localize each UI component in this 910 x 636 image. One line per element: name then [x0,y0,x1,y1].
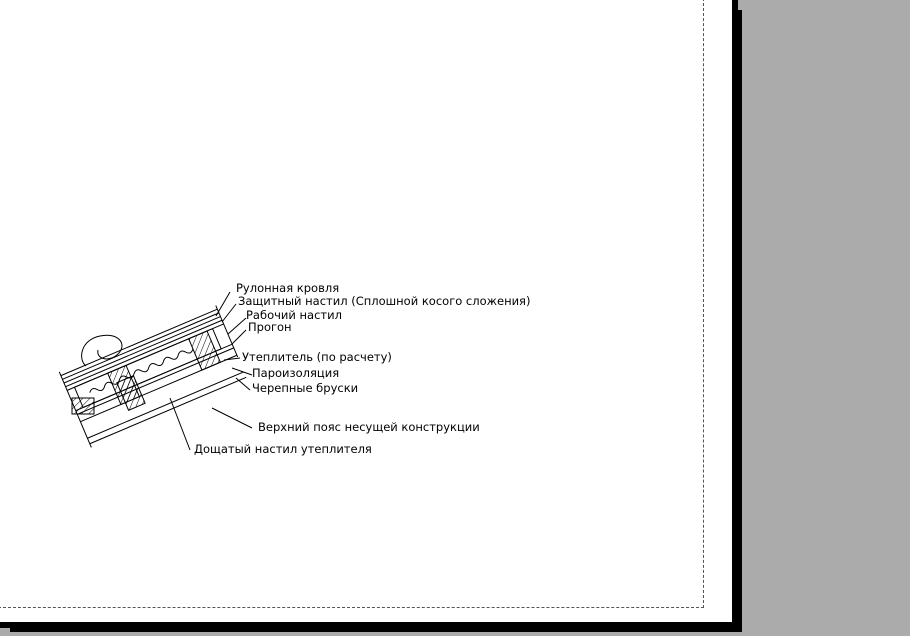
label-working-deck: Рабочий настил [246,308,342,322]
leader-lines [170,292,252,450]
board-hatch-left [72,398,94,414]
label-top-chord: Верхний пояс несущей конструкции [258,420,480,434]
label-skull-bars: Черепные бруски [252,381,359,395]
insulation-symbol [89,347,194,395]
label-board-deck: Дощатый настил утеплителя [194,442,372,456]
label-purlin: Прогон [248,320,292,334]
label-roll-roofing: Рулонная кровля [236,281,340,295]
label-vapor-barrier: Пароизоляция [252,366,340,380]
label-insulation: Утеплитель (по расчету) [242,350,392,364]
roof-assembly [59,306,248,448]
label-protective-deck: Защитный настил (Сплошной косого сложения) [238,294,531,308]
vapor-barrier-line [76,344,232,410]
purlin-hatch [117,376,145,411]
